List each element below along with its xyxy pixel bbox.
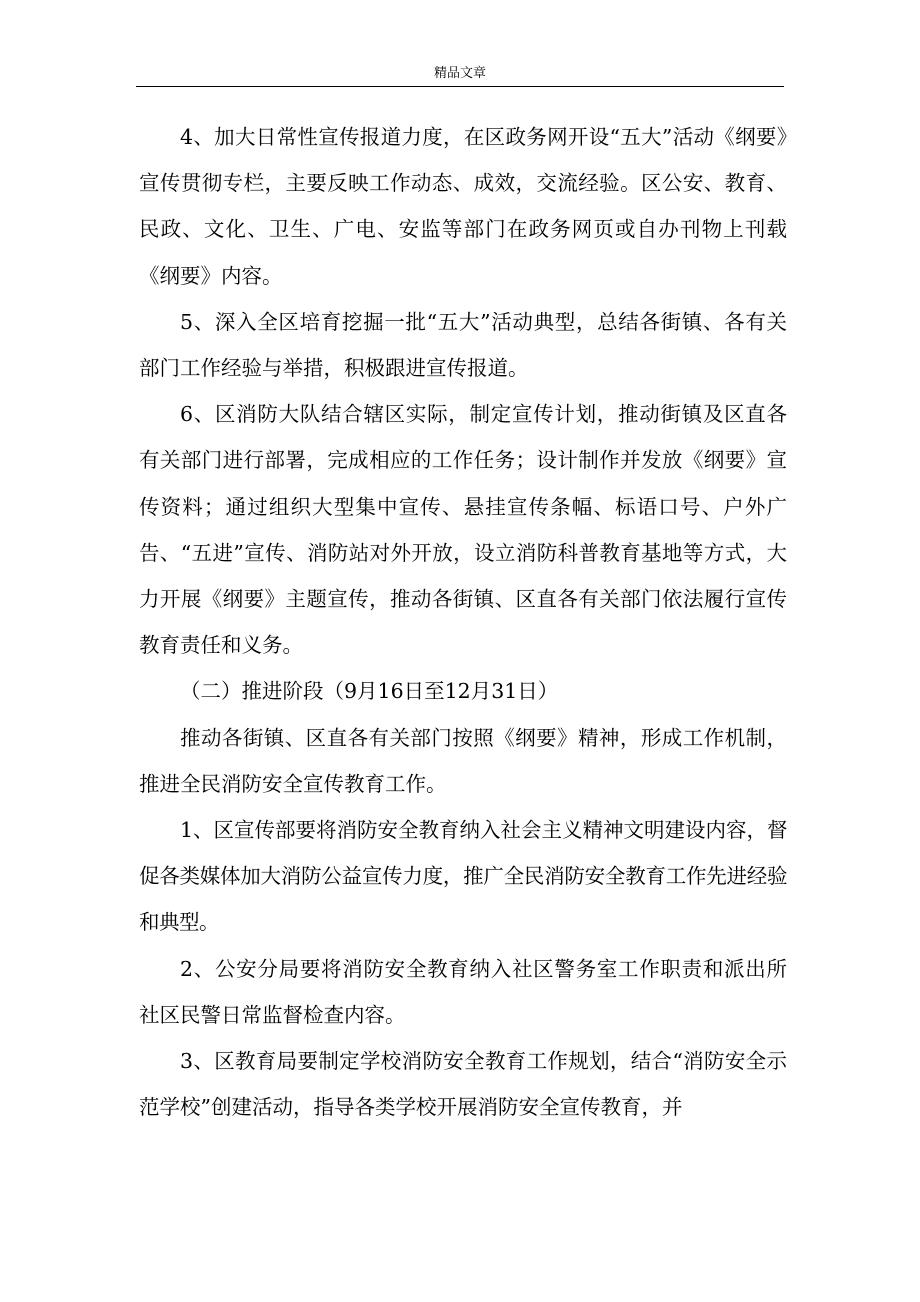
- paragraph-stage-intro: 推动各街镇、区直各有关部门按照《纲要》精神，形成工作机制，推进全民消防安全宣传教育工作。: [139, 725, 787, 796]
- paragraph-item-4: 4、加大日常性宣传报道力度，在区政务网开设“五大”活动《纲要》宣传贯彻专栏，主要反映工作动态、成效，交流经验。区公安、教育、民政、文化、卫生、广电、安监等部门在政务网页或自办刊物上刊载《纲要》内容。: [139, 125, 787, 288]
- page-header: [136, 64, 784, 87]
- paragraph-item-5: 5、深入全区培育挖掘一批“五大”活动典型，总结各街镇、各有关部门工作经验与举措，积极跟进宣传报道。: [139, 309, 787, 381]
- header-title: 精品文章: [433, 66, 486, 81]
- document-body: [139, 114, 787, 1130]
- paragraph-item-1: 1、区宣传部要将消防安全教育纳入社会主义精神文明建设内容，督促各类媒体加大消防公益宣传力度，推广全民消防安全教育工作先进经验和典型。: [139, 818, 787, 935]
- paragraph-item-3: 3、区教育局要制定学校消防安全教育工作规划，结合“消防安全示范学校”创建活动，指导各类学校开展消防安全宣传教育，并: [139, 1049, 787, 1120]
- section-heading-promotion-stage: （二）推进阶段（9月16日至12月31日）: [180, 679, 559, 704]
- paragraph-item-2: 2、公安分局要将消防安全教育纳入社区警务室工作职责和派出所社区民警日常监督检查内容。: [139, 956, 787, 1027]
- paragraph-item-6: 6、区消防大队结合辖区实际，制定宣传计划，推动街镇及区直各有关部门进行部署，完成相应的工作任务；设计制作并发放《纲要》宣传资料；通过组织大型集中宣传、悬挂宣传条幅、标语口号、户外广告、“五进”宣传、消防站对外开放，设立消防科普教育基地等方式，大力开展《纲要》主题宣传，推动各街镇、区直各有关部门依法履行宣传教育责任和义务。: [139, 402, 787, 658]
